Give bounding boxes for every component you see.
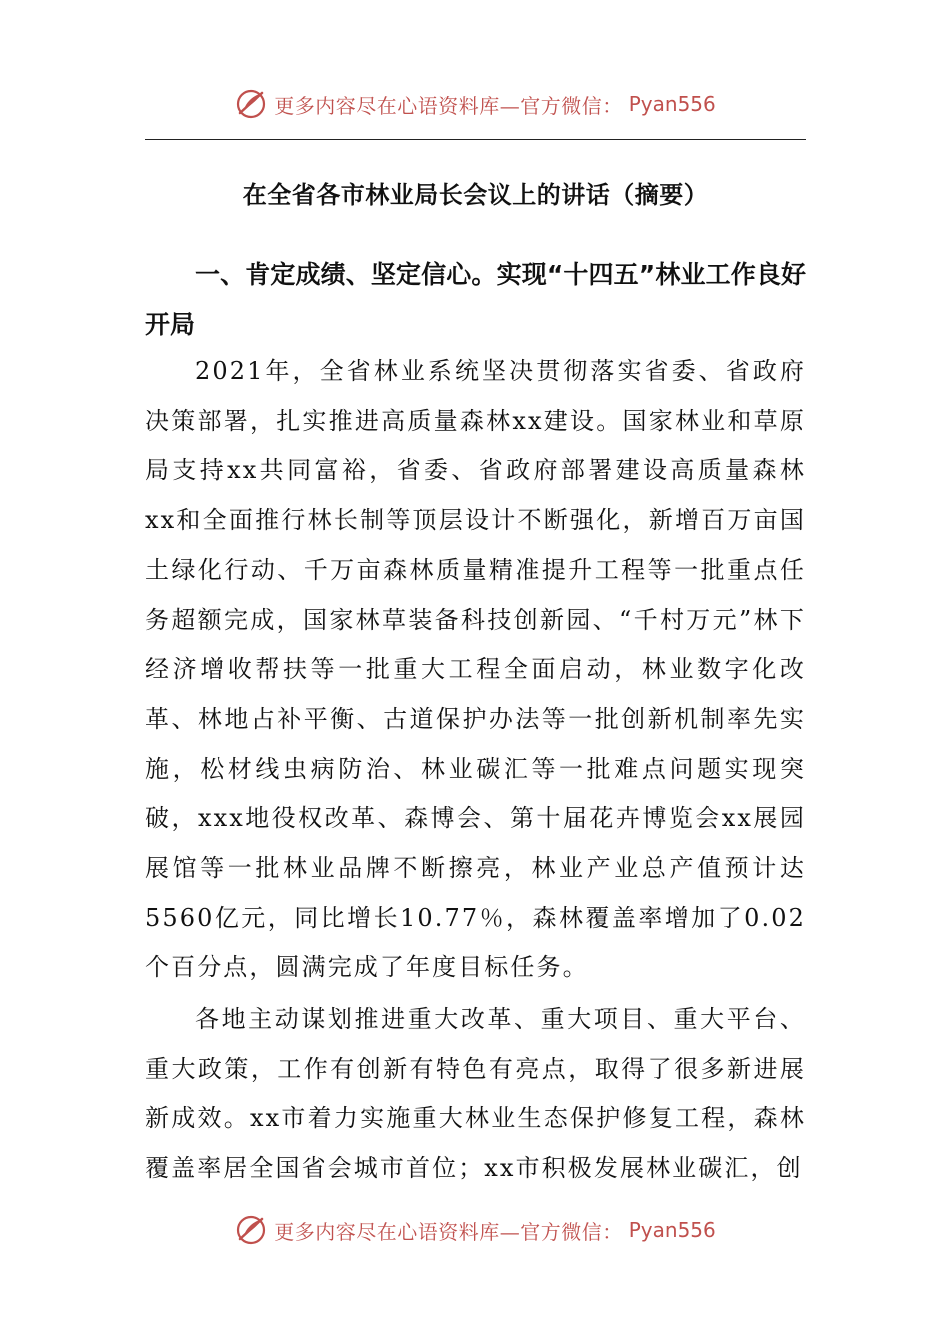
header-divider [145, 139, 806, 140]
footer-watermark [0, 1212, 950, 1248]
watermark-text: 更多内容尽在心语资料库—官方微信： [274, 1219, 623, 1244]
quill-logo-icon [234, 87, 268, 121]
body-paragraph-2: 各地主动谋划推进重大改革、重大项目、重大平台、重大政策，工作有创新有特色有亮点，取得了很多新进展新成效。xx市着力实施重大林业生态保护修复工程，森林覆盖率居全国省会城市首位；xx市积极发展林业碳汇，创 [145, 1005, 806, 1183]
section-heading: 一、肯定成绩、坚定信心。实现“十四五”林业工作良好开局 [145, 260, 806, 339]
watermark-wechat-id: Pyan556 [628, 1218, 716, 1242]
watermark-wechat-id: Pyan556 [628, 92, 716, 116]
header-watermark [0, 86, 950, 122]
document-title: 在全省各市林业局长会议上的讲话（摘要） [242, 181, 709, 209]
watermark-text: 更多内容尽在心语资料库—官方微信： [274, 93, 623, 118]
body-paragraph-1: 2021年，全省林业系统坚决贯彻落实省委、省政府决策部署，扎实推进高质量森林xx建设。国家林业和草原局支持xx共同富裕，省委、省政府部署建设高质量森林xx和全面推行林长制等顶层设计不断强化，新增百万亩国土绿化行动、千万亩森林质量精准提升工程等一批重点任务超额完成，国家林草装备科技创新园、“千村万元”林下经济增收帮扶等一批重大工程全面启动，林业数字化改革、林地占补平衡、古道保护办法等一批创新机制率先实施，松材线虫病防治、林业碳汇等一批难点问题实现突破，xxx地役权改革、森博会、第十届花卉博览会xx展园展馆等一批林业品牌不断擦亮，林业产业总产值预计达5560亿元，同比增长10.77％，森林覆盖率增加了0.02个百分点，圆满完成了年度目标任务。 [145, 357, 806, 982]
quill-logo-icon [234, 1213, 268, 1247]
